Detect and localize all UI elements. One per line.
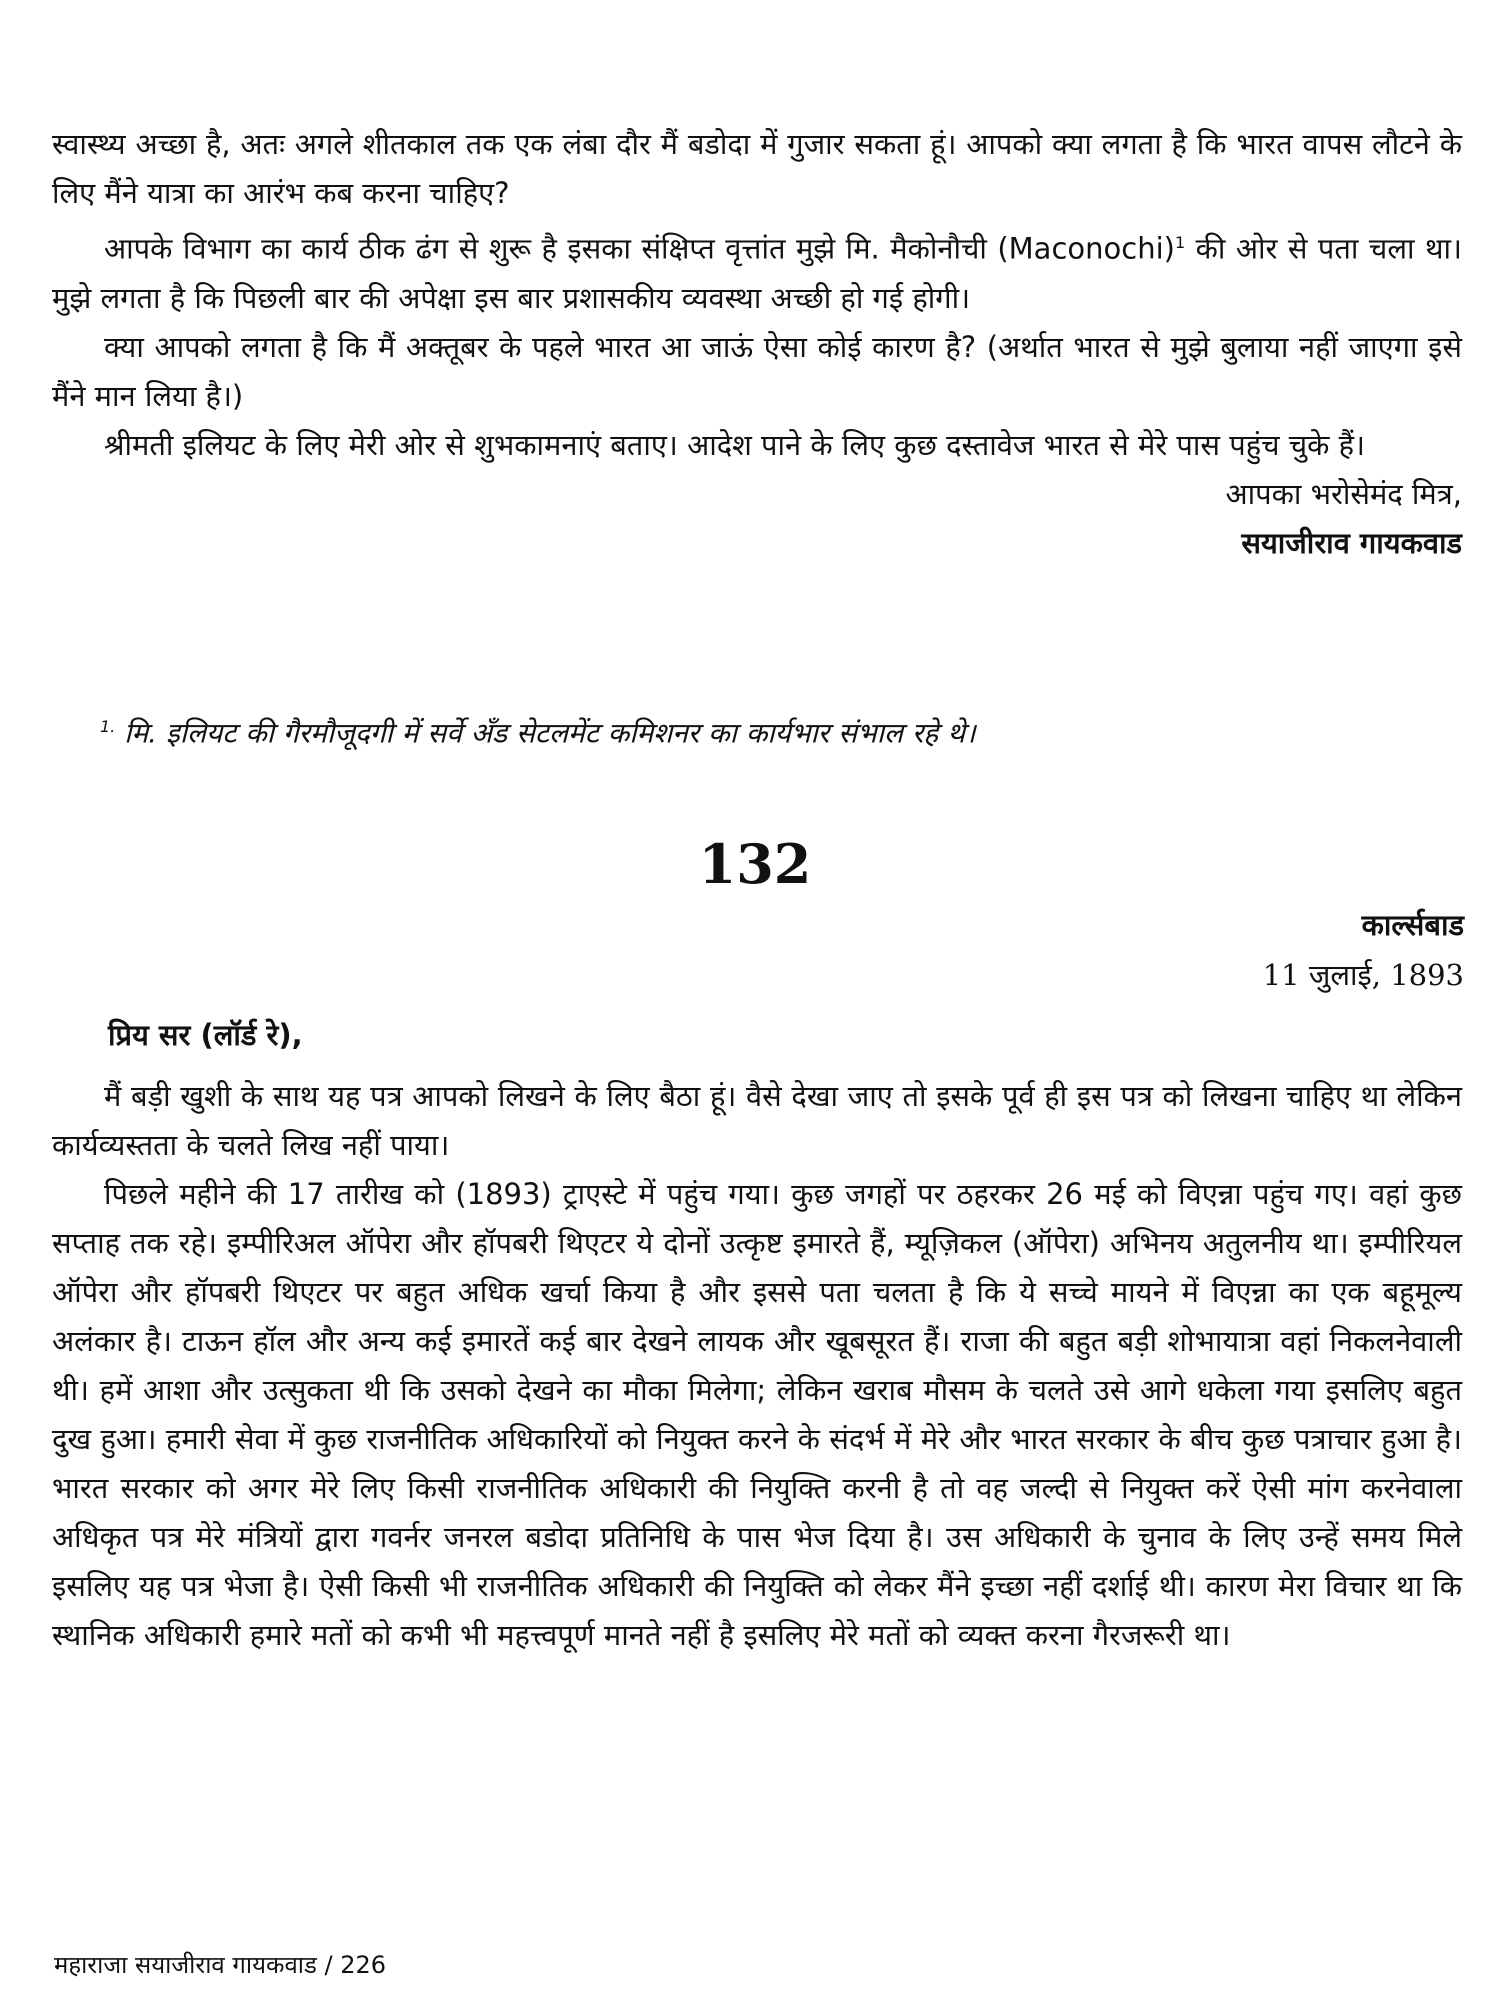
paragraph-2-rest: की ओर से पता चला था। मुझे लगता है कि पिछली बार की अपेक्षा इस बार प्रशासकीय व्यवस्था अच्छी हो गई होगी। bbox=[52, 231, 1462, 315]
paragraph-4: श्रीमती इलियट के लिए मेरी ओर से शुभकामनाएं बताए। आदेश पाने के लिए कुछ दस्तावेज भारत से मेरे पास पहुंच चुके हैं। bbox=[104, 427, 1366, 462]
paragraph-2-text: आपके विभाग का कार्य ठीक ढंग से शुरू है इसका संक्षिप्त वृत्तांत मुझे मि. मैकोनौची (Maconochi) bbox=[104, 231, 1175, 266]
letter-paragraph-1: मैं बड़ी खुशी के साथ यह पत्र आपको लिखने के लिए बैठा हूं। वैसे देखा जाए तो इसके पूर्व ही इस पत्र को लिखना चाहिए था लेकिन कार्यव्यस्तता के चलते लिख नहीं पाया। bbox=[52, 1079, 1462, 1162]
footnote-ref: 1 bbox=[1174, 233, 1186, 252]
footnote-text: मि. इलियट की गैरमौजूदगी में सर्वे अँड सेटलमेंट कमिशनर का कार्यभार संभाल रहे थे। bbox=[124, 716, 976, 750]
paragraph-2 bbox=[52, 218, 1462, 323]
letter-body bbox=[52, 1072, 1462, 1660]
footnote-marker: 1. bbox=[100, 717, 116, 736]
letter-number: 132 bbox=[698, 832, 812, 896]
closing: आपका भरोसेमंद मित्र, bbox=[1225, 476, 1462, 511]
paragraph-1: स्वास्थ्य अच्छा है, अतः अगले शीतकाल तक एक लंबा दौर मैं बडोदा में गुजार सकता हूं। आपको क्या लगता है कि भारत वापस लौटने के लिए मैंने यात्रा का आरंभ कब करना चाहिए? bbox=[52, 127, 1462, 210]
page-footer: महाराजा सयाजीराव गायकवाड / 226 bbox=[54, 1951, 387, 1979]
letter-date: 11 जुलाई, 1893 bbox=[1262, 958, 1464, 992]
signature: सयाजीराव गायकवाड bbox=[1241, 525, 1462, 560]
footnote bbox=[100, 707, 1460, 753]
letter-place: कार्ल्सबाड bbox=[1361, 908, 1464, 942]
continuation-section bbox=[52, 120, 1462, 568]
salutation: प्रिय सर (लॉर्ड रे), bbox=[108, 1018, 303, 1052]
letter-paragraph-2: पिछले महीने की 17 तारीख को (1893) ट्राएस्टे में पहुंच गया। कुछ जगहों पर ठहरकर 26 मई को विएन्ना पहुंच गए। वहां कुछ सप्ताह तक रहे। इम्पीरिअल ऑपेरा और हॉपबरी थिएटर ये दोनों उत्कृष्ट इमारते हैं, म्यूज़िकल (ऑपेरा) अभिनय अतुलनीय था। इम्पीरियल ऑपेरा और हॉपबरी थिएटर पर बहुत अधिक खर्चा किया है और इससे पता चलता है कि ये सच्चे मायने में विएन्ना का एक बहूमूल्य अलंकार है। टाऊन हॉल और अन्य कई इमारतें कई बार देखने लायक और खूबसूरत हैं। राजा की बहुत बड़ी शोभायात्रा वहां निकलनेवाली थी। हमें आशा और उत्सुकता थी कि उसको देखने का मौका मिलेगा; लेकिन खराब मौसम के चलते उसे आगे धकेला गया इसलिए बहुत दुख हुआ। हमारी सेवा में कुछ राजनीतिक अधिकारियों को नियुक्त करने के संदर्भ में मेरे और भारत सरकार के बीच कुछ पत्राचार हुआ है। भारत सरकार को अगर मेरे लिए किसी राजनीतिक अधिकारी की नियुक्ति करनी है तो वह जल्दी से नियुक्त करें ऐसी मांग करनेवाला अधिकृत पत्र मेरे मंत्रियों द्वारा गवर्नर जनरल बडोदा प्रतिनिधि के पास भेज दिया है। उस अधिकारी के चुनाव के लिए उन्हें समय मिले इसलिए यह पत्र भेजा है। ऐसी किसी भी राजनीतिक अधिकारी की नियुक्ति को लेकर मैंने इच्छा नहीं दर्शाई थी। कारण मेरा विचार था कि स्थानिक अधिकारी हमारे मतों को कभी भी महत्त्वपूर्ण मानते नहीं है इसलिए मेरे मतों को व्यक्त करना गैरजरूरी था। bbox=[52, 1177, 1462, 1652]
paragraph-3: क्या आपको लगता है कि मैं अक्तूबर के पहले भारत आ जाऊं ऐसा कोई कारण है? (अर्थात भारत से मुझे बुलाया नहीं जाएगा इसे मैंने मान लिया है।) bbox=[52, 329, 1462, 413]
